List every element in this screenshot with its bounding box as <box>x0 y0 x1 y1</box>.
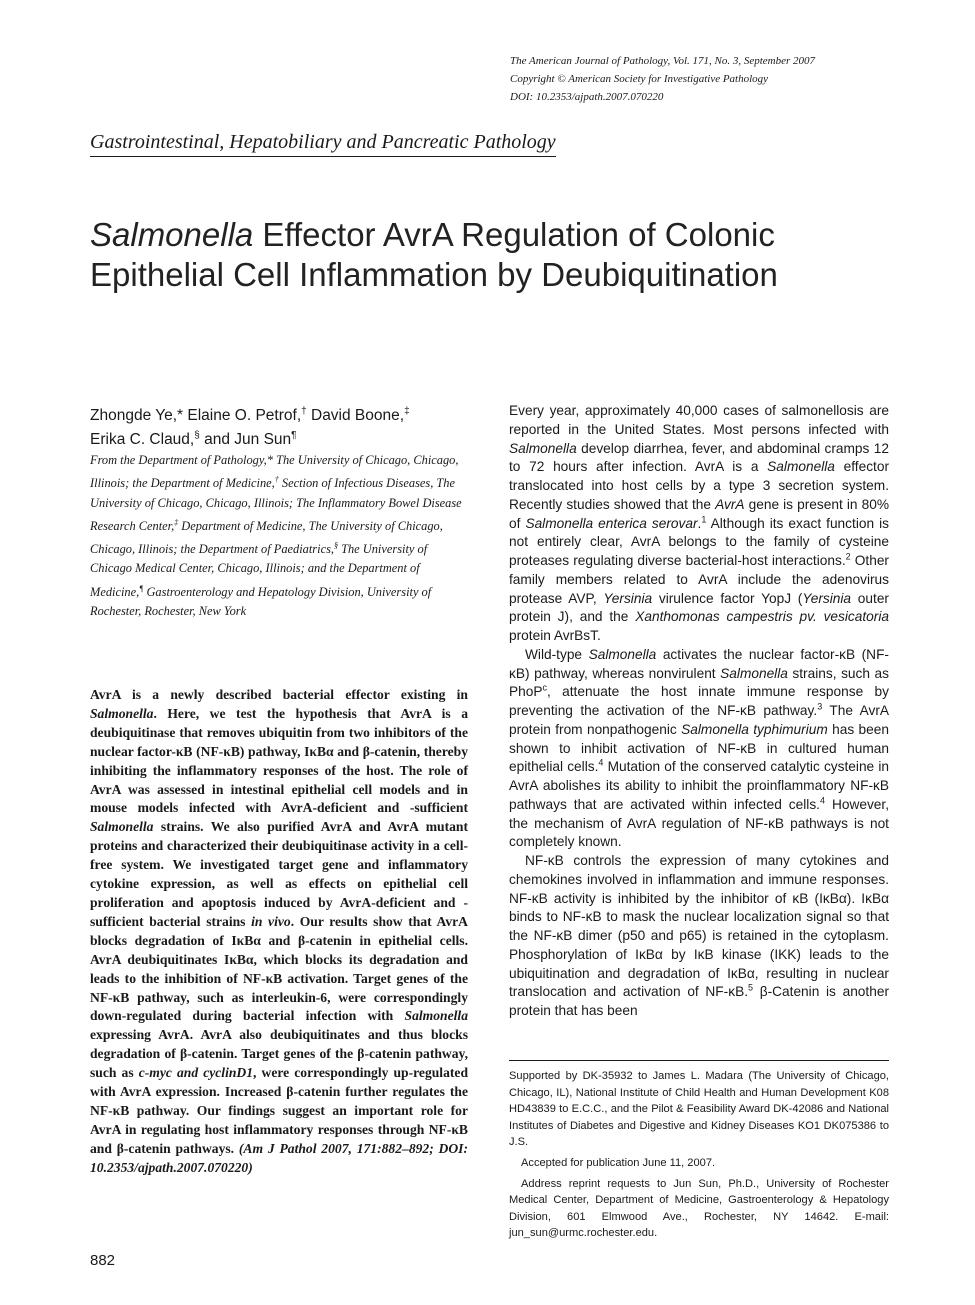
abstract-italic: c-myc and cyclinD1 <box>138 1065 254 1081</box>
abstract-text: . Here, we test the hypothesis that AvrA is a deubiquitinase that removes ubiquitin from two inhibitors of the nuclear factor-κB (NF-κB) pathway, IκBα and β-catenin, thereby inhibiting the inflammatory responses of the host. The role of AvrA was assessed in intestinal epithelial cell models and in mouse models infected with AvrA-deficient and -sufficient <box>90 705 468 816</box>
author-name: Erika C. Claud, <box>90 431 195 449</box>
reference-mark: 4 <box>598 757 604 768</box>
body-paragraph: Wild-type Salmonella activates the nuclear factor-κB (NF-κB) pathway, whereas nonvirulent Salmonella strains, such as PhoP$^c$, attenuate the host innate immune response by preventing the activation of the NF-κB pathway.$^3$ The AvrA protein from nonpathogenic Salmonella typhimurium has been shown to inhibit activation of NF-κB in cultured human epithelial cells.$^4$ Mutation of the conserved catalytic cysteine in AvrA abolishes its ability to inhibit the proinflammatory NF-κB pathways that are activated within infected cells.$^4$ However, the mechanism of AvrA regulation of NF-κB pathways is not completely known. <box>509 646 890 850</box>
title-italic-part: Salmonella <box>90 216 254 253</box>
author-list <box>90 402 470 450</box>
abstract-text: strains. We also purified AvrA and AvrA mutant proteins and characterized their deubiquitinase activity in a cell-free system. We investigated target gene and inflammatory cytokine expression, as well as effects on epithelial cell proliferation and apoptosis induced by AvrA-deficient and -sufficient bacterial strains <box>90 819 468 929</box>
journal-volume-line: The American Journal of Pathology, Vol. 171, No. 3, September 2007 <box>510 55 816 67</box>
title-line2: Epithelial Cell Inflammation by Deubiquitination <box>90 256 778 293</box>
footnotes <box>509 1068 889 1242</box>
abstract-italic: Salmonella <box>90 705 154 721</box>
reference-mark: 2 <box>845 551 851 562</box>
affiliation-text: Department of Medicine, The University of Chicago, Chicago, Illinois; the Department of Paediatrics, <box>90 518 443 557</box>
reference-mark: 1 <box>701 513 707 524</box>
journal-copyright-line: Copyright © American Society for Investigative Pathology <box>510 73 769 85</box>
affiliation-mark: ¶ <box>291 430 297 442</box>
author-name: and Jun Sun <box>199 431 292 449</box>
body-paragraph: Every year, approximately 40,000 cases of salmonellosis are reported in the United States. Most persons infected with Salmonella develop diarrhea, fever, and abdominal cramps 12 to 72 hours after infection. AvrA is a Salmonella effector translocated into host cells by a type 3 secretion system. Recently studies showed that the AvrA gene is present in 80% of Salmonella enterica serovar.$^1$ Although its exact function is not entirely clear, AvrA belongs to the family of cysteine proteases regulating diverse bacterial-host interactions.$^2$ Other family members related to AvrA include the adenovirus protease AVP, Yersinia virulence factor YopJ (Yersinia outer protein J), and the Xanthomonas campestris pv. vesicatoria protein AvrBsT. <box>509 403 890 643</box>
affiliation-text: Section of Infectious Diseases, The University of Chicago, Chicago, Illinois; The Inflammatory Bowel Disease Research Center, <box>90 476 462 533</box>
accepted-footnote: Accepted for publication June 11, 2007. <box>521 1156 716 1169</box>
abstract-italic: Salmonella <box>90 819 154 835</box>
reprint-footnote: Address reprint requests to Jun Sun, Ph.D., University of Rochester Medical Center, Department of Medicine, Gastroenterology & Hepatology Division, 601 Elmwood Ave., Rochester, NY 14642. E-mail: jun_sun@urmc.rochester.edu. <box>509 1177 889 1240</box>
abstract-text: AvrA is a newly described bacterial effector existing in <box>90 687 468 702</box>
reference-mark: 3 <box>817 701 823 712</box>
affiliation-mark: ¶ <box>139 583 144 593</box>
reference-mark: 5 <box>748 982 754 993</box>
affiliation-mark: † <box>301 406 307 417</box>
title-line1-rest: Effector AvrA Regulation of Colonic <box>253 216 775 253</box>
page-number: 882 <box>90 1252 116 1269</box>
affiliation-mark: † <box>274 475 279 485</box>
abstract-italic: Salmonella <box>404 1008 468 1024</box>
footnote-divider <box>509 1060 889 1061</box>
affiliation-text: The University of Chicago Medical Center, Chicago, Illinois; and the Department of Medicine, <box>90 542 428 599</box>
abstract <box>90 686 468 1178</box>
affiliation-mark: § <box>334 541 338 551</box>
body-text-column <box>509 402 889 1021</box>
section-heading: Gastrointestinal, Hepatobiliary and Pancreatic Pathology <box>90 131 556 157</box>
article-title <box>90 215 910 295</box>
author-name: David Boone, <box>306 407 405 425</box>
affiliation-text: Gastroenterology and Hepatology Division, University of Rochester, Rochester, New York <box>90 584 432 618</box>
abstract-citation: (Am J Pathol 2007, 171:882–892; DOI: 10.2353/ajpath.2007.070220) <box>90 1140 468 1175</box>
reference-mark: 4 <box>820 795 826 806</box>
author-name: Zhongde Ye,* <box>90 407 184 425</box>
affiliation-mark: ‡ <box>174 517 179 527</box>
abstract-text: , were correspondingly up-regulated with AvrA expression. Increased β-catenin further regulates the NF-κB pathway. Our findings suggest an important role for AvrA in regulating host inflammatory responses through NF-κB and β-catenin pathways. <box>90 1065 469 1156</box>
author-affiliations <box>90 451 462 621</box>
affiliation-text: From the Department of Pathology,* The University of Chicago, Chicago, Illinois; the Department of Medicine, <box>90 453 459 491</box>
affiliation-mark: § <box>194 430 200 442</box>
funding-footnote: Supported by DK-35932 to James L. Madara (The University of Chicago, Chicago, IL), National Institute of Child Health and Human Development K08 HD43839 to E.C.C., and the Pilot & Feasibility Award DK-42086 and National Institutes of Diabetes and Digestive and Kidney Diseases KO1 DK075386 to J.S. <box>509 1070 889 1149</box>
abstract-italic: in vivo <box>251 913 291 929</box>
abstract-text: . Our results show that AvrA blocks degradation of IκBα and β-catenin in epithelial cells. AvrA deubiquitinates IκBα, which blocks its degradation and leads to the inhibition of NF-κB activation. Target genes of the NF-κB pathway, such as interleukin-6, were correspondingly down-regulated during bacterial infection with <box>90 913 468 1024</box>
body-paragraph: NF-κB controls the expression of many cytokines and chemokines involved in inflammation and immune responses. NF-κB activity is inhibited by the inhibitor of κB (IκBα). IκBα binds to NF-κB to mask the nuclear localization signal so that the NF-κB dimer (p50 and p65) is retained in the cytoplasm. Phosphorylation of IκBα by IκB kinase (IKK) leads to the ubiquitination and degradation of IκBα, resulting in nuclear translocation and activation of NF-κB.$^5$ β-Catenin is another protein that has been <box>509 853 890 1018</box>
author-name: Elaine O. Petrof, <box>183 407 302 425</box>
journal-doi-line: DOI: 10.2353/ajpath.2007.070220 <box>510 91 664 103</box>
abstract-text: expressing AvrA. AvrA also deubiquitinates and thus blocks degradation of β-catenin. Target genes of the β-catenin pathway, such as <box>90 1027 468 1081</box>
affiliation-mark: ‡ <box>404 406 410 417</box>
journal-citation-header <box>510 52 910 106</box>
